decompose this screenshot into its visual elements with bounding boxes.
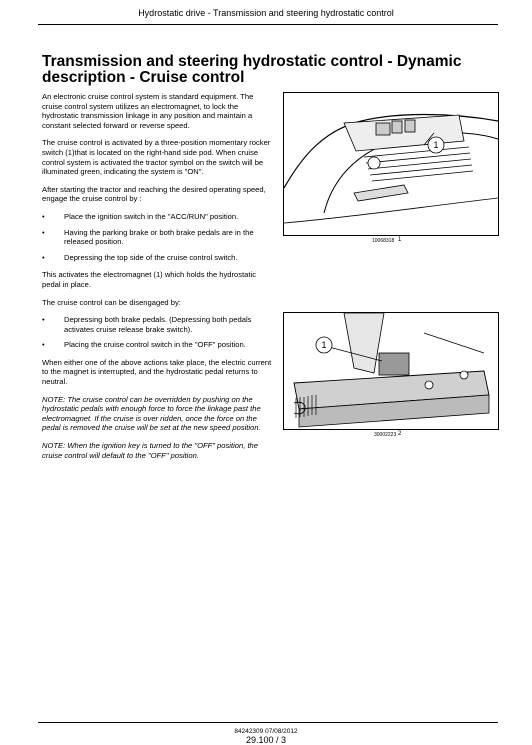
header-rule (38, 24, 498, 25)
list-item: • Having the parking brake or both brake pedals are in the released position. (42, 227, 254, 247)
body-text-column (42, 92, 274, 468)
figure-1-code: 10068318 (372, 238, 395, 244)
bullet: • (42, 252, 45, 262)
list-item: • Depressing both brake pedals. (Depressing both pedals activates cruise release brake switch). (42, 315, 252, 334)
figure-2-code: 30002223 (374, 432, 397, 438)
figure-1-callout: 1 (433, 140, 439, 150)
paragraph: The cruise control can be disengaged by: (42, 297, 181, 307)
bullet: • (42, 211, 45, 221)
page-title: Transmission and steering hydrostatic control - Dynamic description - Cruise control (42, 53, 462, 86)
footer-page-number: 29.100 / 3 (245, 735, 287, 745)
bullet: • (42, 315, 45, 325)
list-item: • Depressing the top side of the cruise control switch. (42, 252, 238, 262)
list-item: • Place the ignition switch in the "ACC/RUN" position. (42, 211, 239, 221)
footer-doc-ref: 84242309 07/08/2012 (234, 728, 298, 735)
paragraph: An electronic cruise control system is standard equipment. The cruise control system utilizes an electromagnet, to lock the hydrostatic transmission linkage in any position and maintain a constant selected forward or reverse speed. (42, 92, 254, 130)
figure-1-number: 1 (398, 237, 402, 243)
switch-pod-illustration (284, 93, 498, 235)
figure-1-switch-pod (283, 92, 499, 236)
figure-2-callout: 1 (321, 340, 327, 350)
note-override: NOTE: The cruise control can be overridden by pushing on the hydrostatic pedals with enough force to force the linkage past the electromagnet. If the cruise is over ridden, once the force on the pedal is removed the cruise will be set at the new speed position. (42, 394, 261, 433)
bullet: • (42, 340, 45, 350)
note-ignition: NOTE: When the ignition key is turned to the "OFF" position, the cruise control will default to the "OFF" position. (42, 441, 259, 460)
bullet: • (42, 227, 45, 237)
page-header: Hydrostatic drive - Transmission and steering hydrostatic control (138, 8, 394, 18)
disengage-list (42, 315, 274, 350)
electromagnet-illustration (284, 313, 498, 429)
engage-steps-list (42, 212, 274, 262)
paragraph: When either one of the above actions take place, the electric current to the magnet is interrupted, and the hydrostatic pedal returns to neutral. (42, 357, 272, 387)
footer-rule (38, 722, 498, 723)
paragraph: After starting the tractor and reaching the desired operating speed, engage the cruise control by : (42, 184, 266, 204)
figure-2-electromagnet (283, 312, 499, 430)
paragraph: The cruise control is activated by a three-position momentary rocker switch (1)that is located on the right-hand side pod. When cruise control system is activated the tractor symbol on the switch will be illuminated green, indicating the system is "ON". (42, 138, 271, 177)
figure-2-number: 2 (398, 431, 402, 437)
paragraph: This activates the electromagnet (1) which holds the hydrostatic pedal in place. (42, 270, 256, 289)
list-item: • Placing the cruise control switch in the "OFF" position. (42, 340, 246, 350)
